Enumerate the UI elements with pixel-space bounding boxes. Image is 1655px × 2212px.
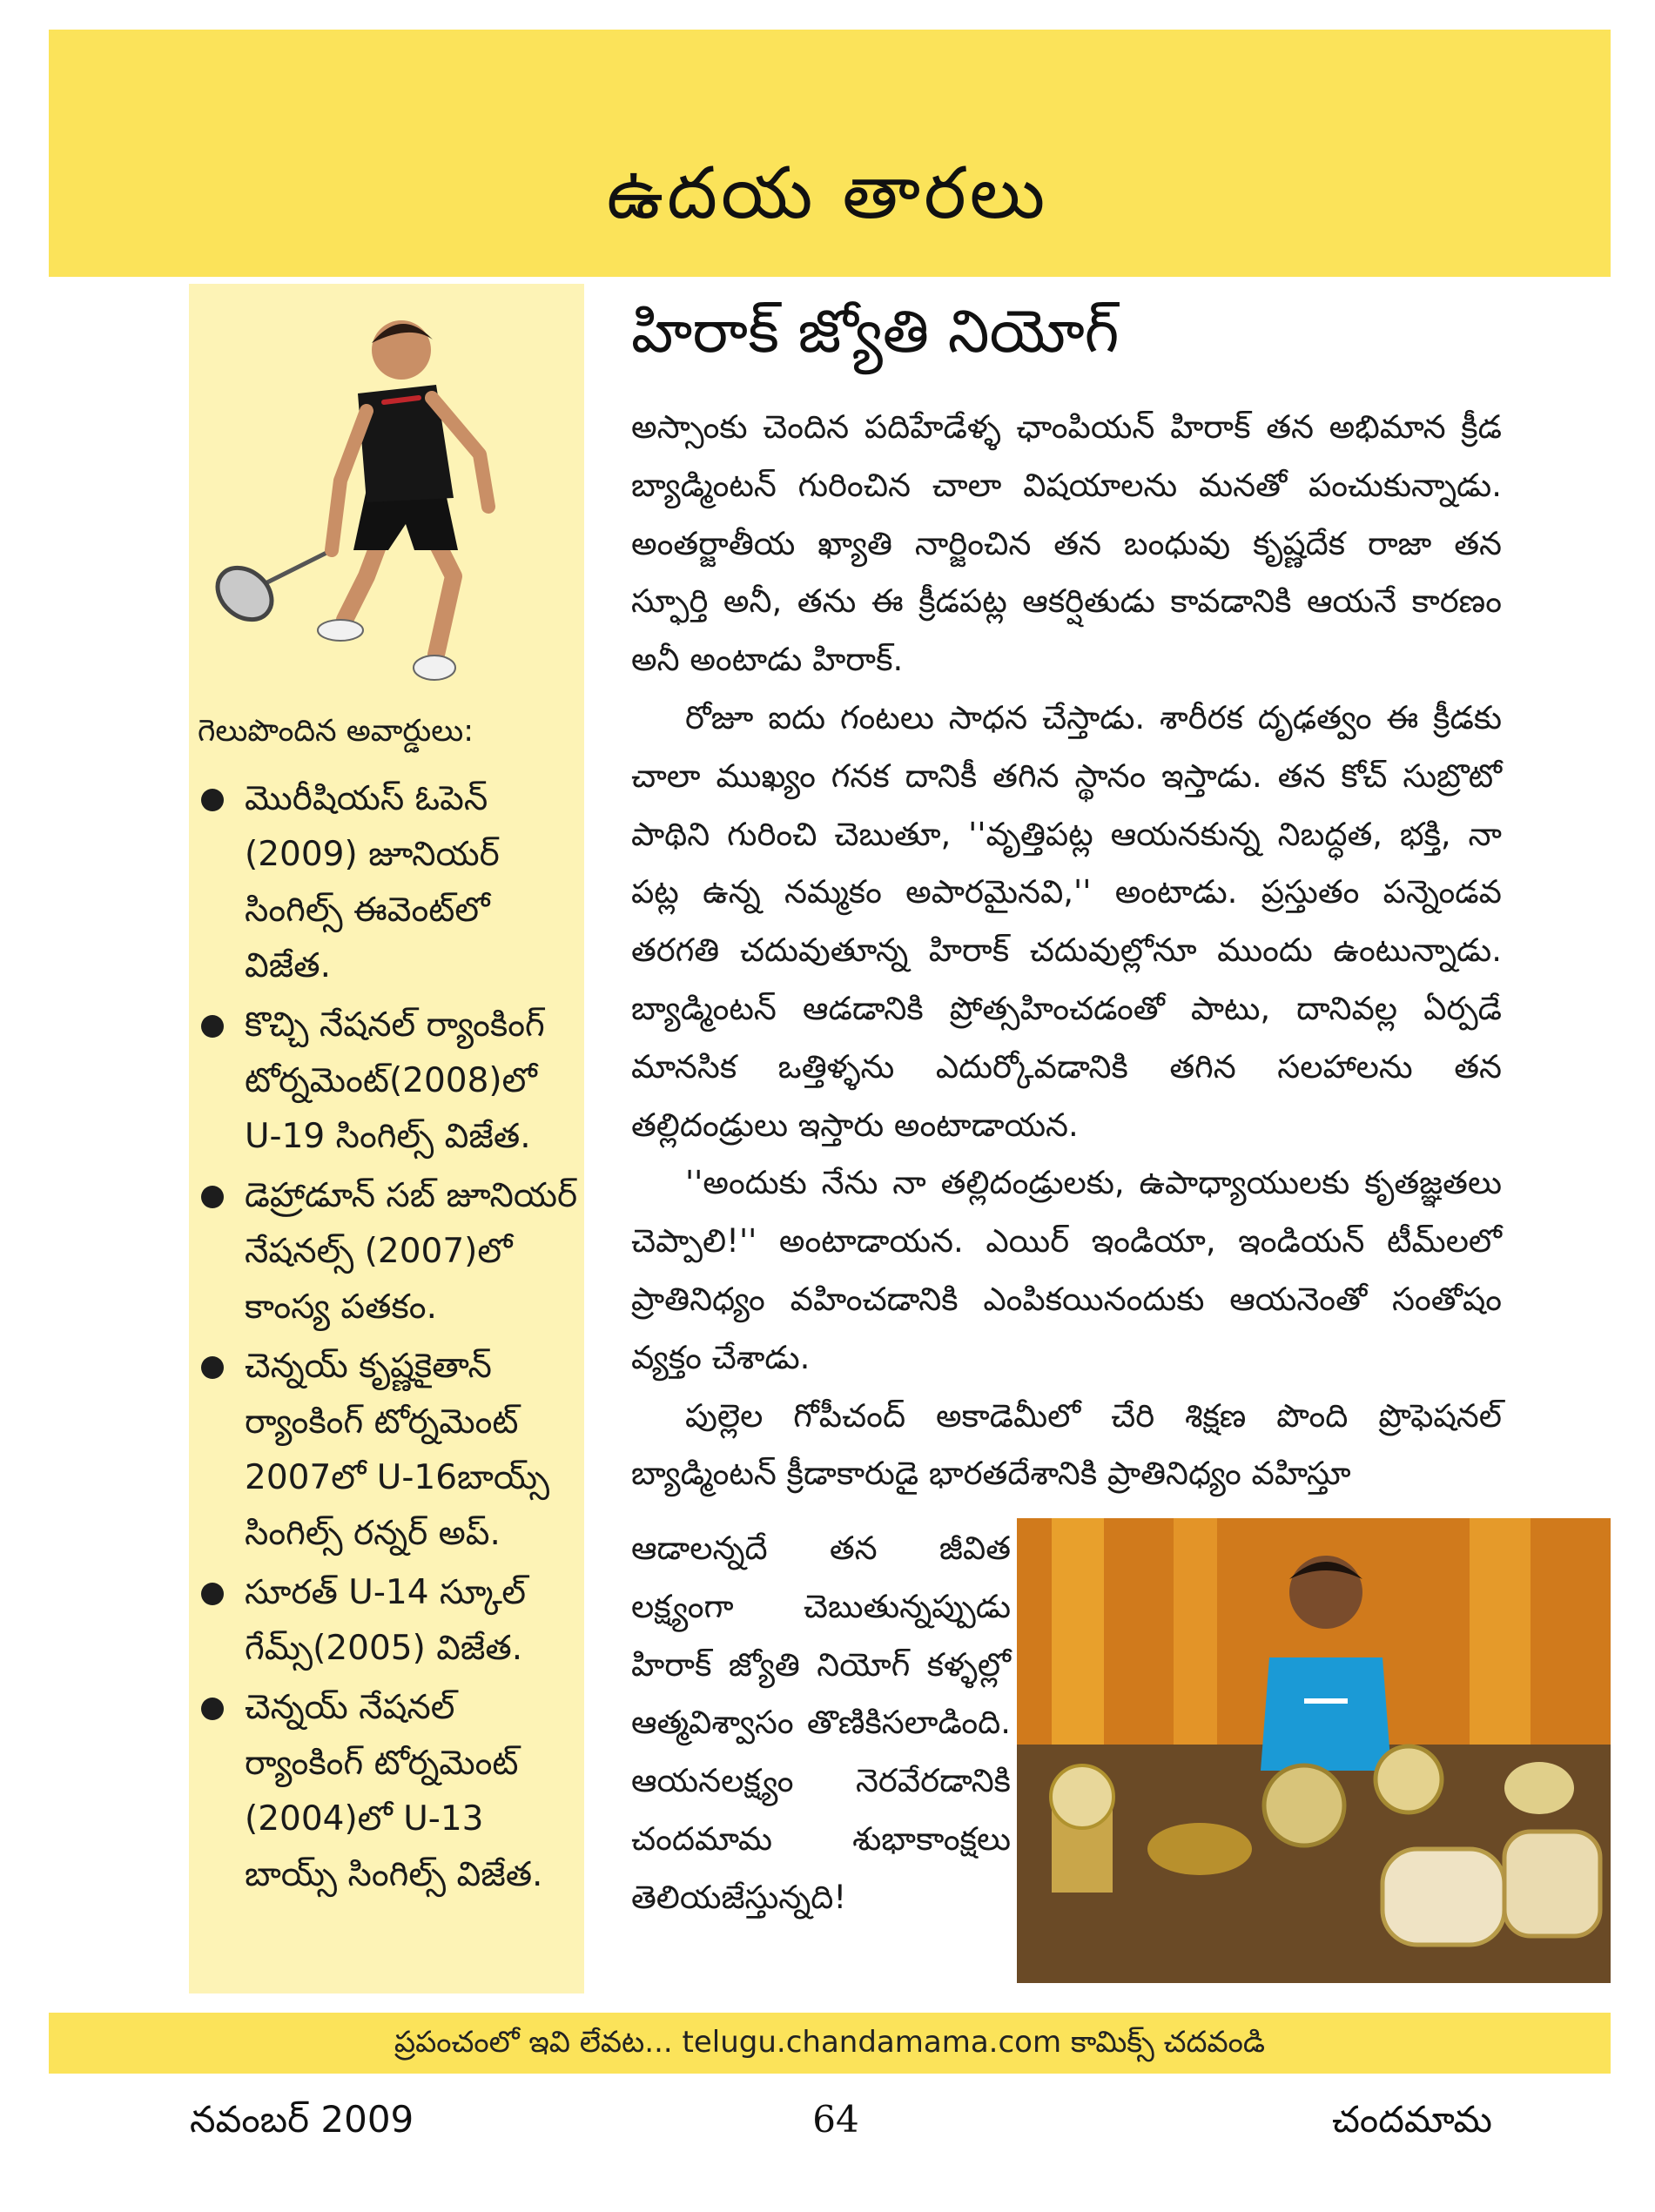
article-closing-text: ఆడాలన్నదే తన జీవిత లక్ష్యంగా చెబుతున్నప్పుడు హిరాక్ జ్యోతి నియోగ్ కళ్ళల్లో ఆత్మవిశ్వాసం తొణికిసలాడింది. ఆయనలక్ష్యం నెరవేరడానికి చందమామ శుభాకాంక్షలు తెలియజేస్తున్నది!: [631, 1530, 1011, 1916]
article-paragraph: ''అందుకు నేను నా తల్లిదండ్రులకు, ఉపాధ్యాయులకు కృతజ్ఞతలు చెప్పాలి!'' అంటాడాయన. ఎయిర్ ఇండియా, ఇండియన్ టీమ్‌లలో ప్రాతినిధ్యం వహించడానికి ఎంపికయినందుకు ఆయనెంతో సంతోషం వ్యక్తం చేశాడు.: [631, 1164, 1502, 1376]
award-text: మొరీషియస్ ఓపెన్ (2009) జూనియర్ సింగిల్స్ ఈవెంట్‌లో విజేత.: [245, 779, 500, 985]
promo-text: ప్రపంచంలో ఇవి లేవట... telugu.chandamama.com కామిక్స్ చదవండి: [394, 2025, 1266, 2060]
award-item: [199, 1680, 582, 1903]
award-text: డెహ్రాడూన్ సబ్ జూనియర్ నేషనల్స్ (2007)లో కాంస్య పతకం.: [245, 1176, 578, 1327]
award-text: కొచ్చి నేషనల్ ర్యాంకింగ్ టోర్నమెంట్(2008)లో U-19 సింగిల్స్ విజేత.: [245, 1005, 545, 1156]
bullet-icon: [201, 1015, 224, 1038]
article-title: హిరాక్ జ్యోతి నియోగ్: [631, 298, 1120, 366]
trophy-photo: [1017, 1518, 1611, 1983]
article-paragraph: అస్సాంకు చెందిన పదిహేడేళ్ళ ఛాంపియన్ హిరాక్ తన అభిమాన క్రీడ బ్యాడ్మింటన్ గురించిన చాలా విషయాలను మనతో పంచుకున్నాడు. అంతర్జాతీయ ఖ్యాతి నార్జించిన తన బంధువు కృష్ణదేక రాజా తన స్ఫూర్తి అనీ, తను ఈ క్రీడపట్ల ఆకర్షితుడు కావడానికి ఆయనే కారణం అనీ అంటాడు హిరాక్.: [631, 408, 1502, 679]
award-item: [199, 998, 582, 1165]
award-text: చెన్నయ్ నేషనల్ ర్యాంకింగ్ టోర్నమెంట్ (2004)లో U-13 బాయ్స్ సింగిల్స్ విజేత.: [245, 1688, 543, 1894]
sidebar: [189, 284, 584, 1993]
bullet-icon: [201, 1698, 224, 1720]
section-title: ఉదయ తారలు: [606, 152, 1049, 235]
magazine-name: చందమామ: [1332, 2098, 1492, 2141]
award-item: [199, 1168, 582, 1335]
bullet-icon: [201, 1186, 224, 1208]
awards-list: [199, 771, 582, 1906]
award-text: చెన్నయ్ కృష్ణకైతాన్ ర్యాంకింగ్ టోర్నమెంట్ 2007లో U-16బాయ్స్ సింగిల్స్ రన్నర్ అప్.: [245, 1347, 550, 1553]
award-item: [199, 771, 582, 994]
badminton-player-photo: [201, 289, 584, 724]
awards-heading: గెలుపొందిన అవార్డులు:: [198, 714, 474, 749]
article-paragraph: పుల్లెల గోపీచంద్ అకాడెమీలో చేరి శిక్షణ పొంది ప్రొఫెషనల్ బ్యాడ్మింటన్ క్రీడాకారుడై భారతదేశానికి ప్రాతినిధ్యం వహిస్తూ: [631, 1396, 1502, 1493]
award-text: సూరత్ U-14 స్కూల్ గేమ్స్(2005) విజేత.: [245, 1573, 526, 1668]
article-body: [631, 399, 1502, 1503]
bullet-icon: [201, 1356, 224, 1379]
issue-date: నవంబర్ 2009: [190, 2098, 414, 2141]
award-item: [199, 1565, 582, 1677]
page-number: 64: [812, 2098, 859, 2141]
award-item: [199, 1339, 582, 1562]
footer-band: [49, 2013, 1611, 2074]
article-paragraph: రోజూ ఐదు గంటలు సాధన చేస్తాడు. శారీరక దృఢత్వం ఈ క్రీడకు చాలా ముఖ్యం గనక దానికీ తగిన స్థానం ఇస్తాడు. తన కోచ్ సుబ్రొటో పాథిని గురించి చెబుతూ, ''వృత్తిపట్ల ఆయనకున్న నిబద్ధత, భక్తి, నా పట్ల ఉన్న నమ్మకం అపారమైనవి,'' అంటాడు. ప్రస్తుతం పన్నెండవ తరగతి చదువుతూన్న హిరాక్ చదువుల్లోనూ ముందు ఉంటున్నాడు. బ్యాడ్మింటన్ ఆడడానికి ప్రోత్సహించడంతో పాటు, దానివల్ల ఏర్పడే మానసిక ఒత్తిళ్ళను ఎదుర్కోవడానికి తగిన సలహాలను తన తల్లిదండ్రులు ఇస్తారు అంటాడాయన.: [631, 698, 1502, 1144]
bullet-icon: [201, 1583, 224, 1605]
bullet-icon: [201, 789, 224, 811]
